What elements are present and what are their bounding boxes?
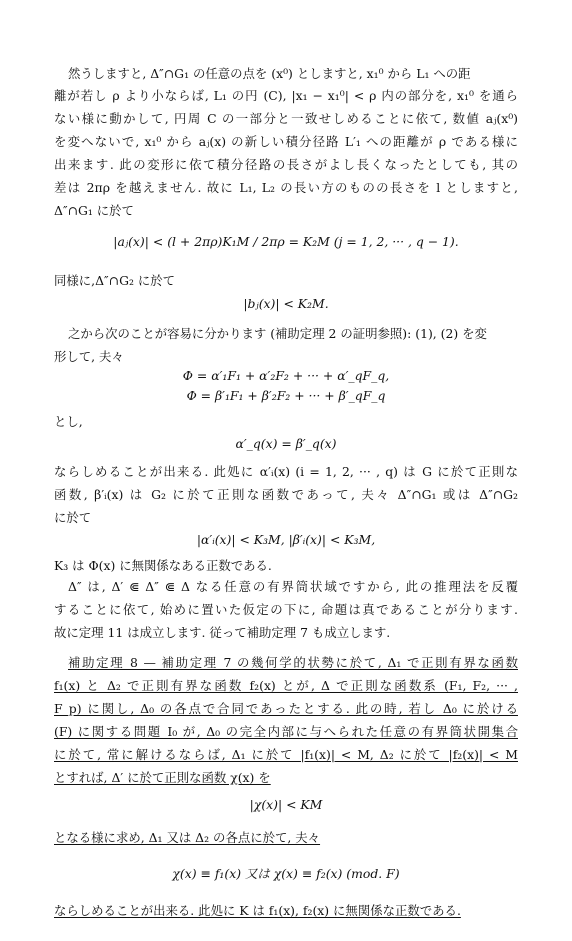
lemma-line: f₁(x) と Δ₂ で正則有界な函数 f₂(x) とが, Δ で正則な函数系 (F₁, F₂, ··· , [54, 678, 518, 693]
lemma-line: ならしめることが出来る. 此処に K は f₁(x), f₂(x) に無関係な正数である. [54, 903, 461, 918]
equation: |aⱼ(x)| < (l + 2πρ)K₁M / 2πρ = K₂M (j = 1, 2, ··· , q − 1). [113, 234, 459, 249]
lemma-8-heading-line: 補助定理 8 — 補助定理 7 の幾何学的状勢に於て, Δ₁ で正則有界な函数 [68, 655, 518, 670]
paragraph-line: ない様に動かして, 円周 C の一部分と一致せしめることに依て, 数値 aⱼ(x⁰) [54, 111, 518, 126]
paragraph-line: K₃ は Φ(x) に無関係なある正数である. [54, 558, 272, 573]
paragraph-line: 之から次のことが容易に分かります (補助定理 2 の証明参照): (1), (2) を変 [68, 326, 487, 341]
equation: α′_q(x) = β′_q(x) [235, 436, 337, 451]
lemma-line: F_p) に関し, Δ₀ の各点で合同であったとする. 此の時, 若し Δ₀ に於ける [54, 701, 518, 716]
lemma-line: に於て, 常に解けるならば, Δ₁ に於て |f₁(x)| < M, Δ₂ に於て |f₂(x)| < M [54, 747, 518, 762]
equation: |bⱼ(x)| < K₂M. [243, 296, 329, 311]
paragraph-line: を変へないで, x₁⁰ から aⱼ(x) の新しい積分径路 L′₁ への距離が ρ である様に [54, 134, 518, 149]
equation: |α′ᵢ(x)| < K₃M, |β′ᵢ(x)| < K₃M, [196, 532, 376, 547]
paragraph-line: Δ″∩G₁ に於て [54, 203, 134, 218]
paragraph-line: 同様に,Δ″∩G₂ に於て [54, 273, 176, 288]
equation: Φ = α′₁F₁ + α′₂F₂ + ··· + α′_qF_q, [182, 368, 390, 383]
paragraph-line: 函数, β′ᵢ(x) は G₂ に於て正則な函数であって, 夫々 Δ″∩G₁ 或は Δ″∩G₂ [54, 487, 518, 502]
paragraph-line: 離が若し ρ より小ならば, L₁ の円 (C), |x₁ − x₁⁰| < ρ 内の部分を, x₁⁰ を通ら [54, 88, 518, 103]
equation: Φ = β′₁F₁ + β′₂F₂ + ··· + β′_qF_q [186, 388, 386, 403]
paragraph-line: に於て [54, 510, 92, 525]
lemma-line: (F) に関する問題 I₀ が, Δ₀ の完全内部に与へられた任意の有界筒状開集合 [54, 724, 518, 739]
equation: |χ(x)| < KM [249, 797, 323, 812]
paragraph-line: ならしめることが出来る. 此処に α′ᵢ(x) (i = 1, 2, ··· , q) は G に於て正則な [54, 464, 518, 479]
paragraph-line: 然うしますと, Δ″∩G₁ の任意の点を (x⁰) としますと, x₁⁰ から L₁ への距 [68, 66, 471, 81]
paragraph-line: Δ″ は, Δ′ ⋐ Δ″ ⋐ Δ なる任意の有界筒状域ですから, 此の推理法を反覆 [68, 579, 518, 594]
paragraph-line: することに依て, 始めに置いた仮定の下に, 命題は真であることが分ります. [54, 602, 518, 617]
paragraph-line: 形して, 夫々 [54, 349, 124, 364]
lemma-line: とすれば, Δ′ に於て正則な函数 χ(x) を [54, 770, 271, 785]
paragraph-line: とし, [54, 414, 83, 429]
equation: χ(x) ≡ f₁(x) 又は χ(x) ≡ f₂(x) (mod. F) [172, 866, 400, 881]
paragraph-line: 故に定理 11 は成立します. 従って補助定理 7 も成立します. [54, 625, 391, 640]
paragraph-line: 出来ます. 此の変形に依て積分径路の長さがよし長くなったとしても, 其の [54, 157, 518, 172]
paragraph-line: 差は 2πρ を越えません. 故に L₁, L₂ の長い方のものの長さを l としますと, [54, 180, 518, 195]
lemma-line: となる様に求め, Δ₁ 又は Δ₂ の各点に於て, 夫々 [54, 830, 321, 845]
